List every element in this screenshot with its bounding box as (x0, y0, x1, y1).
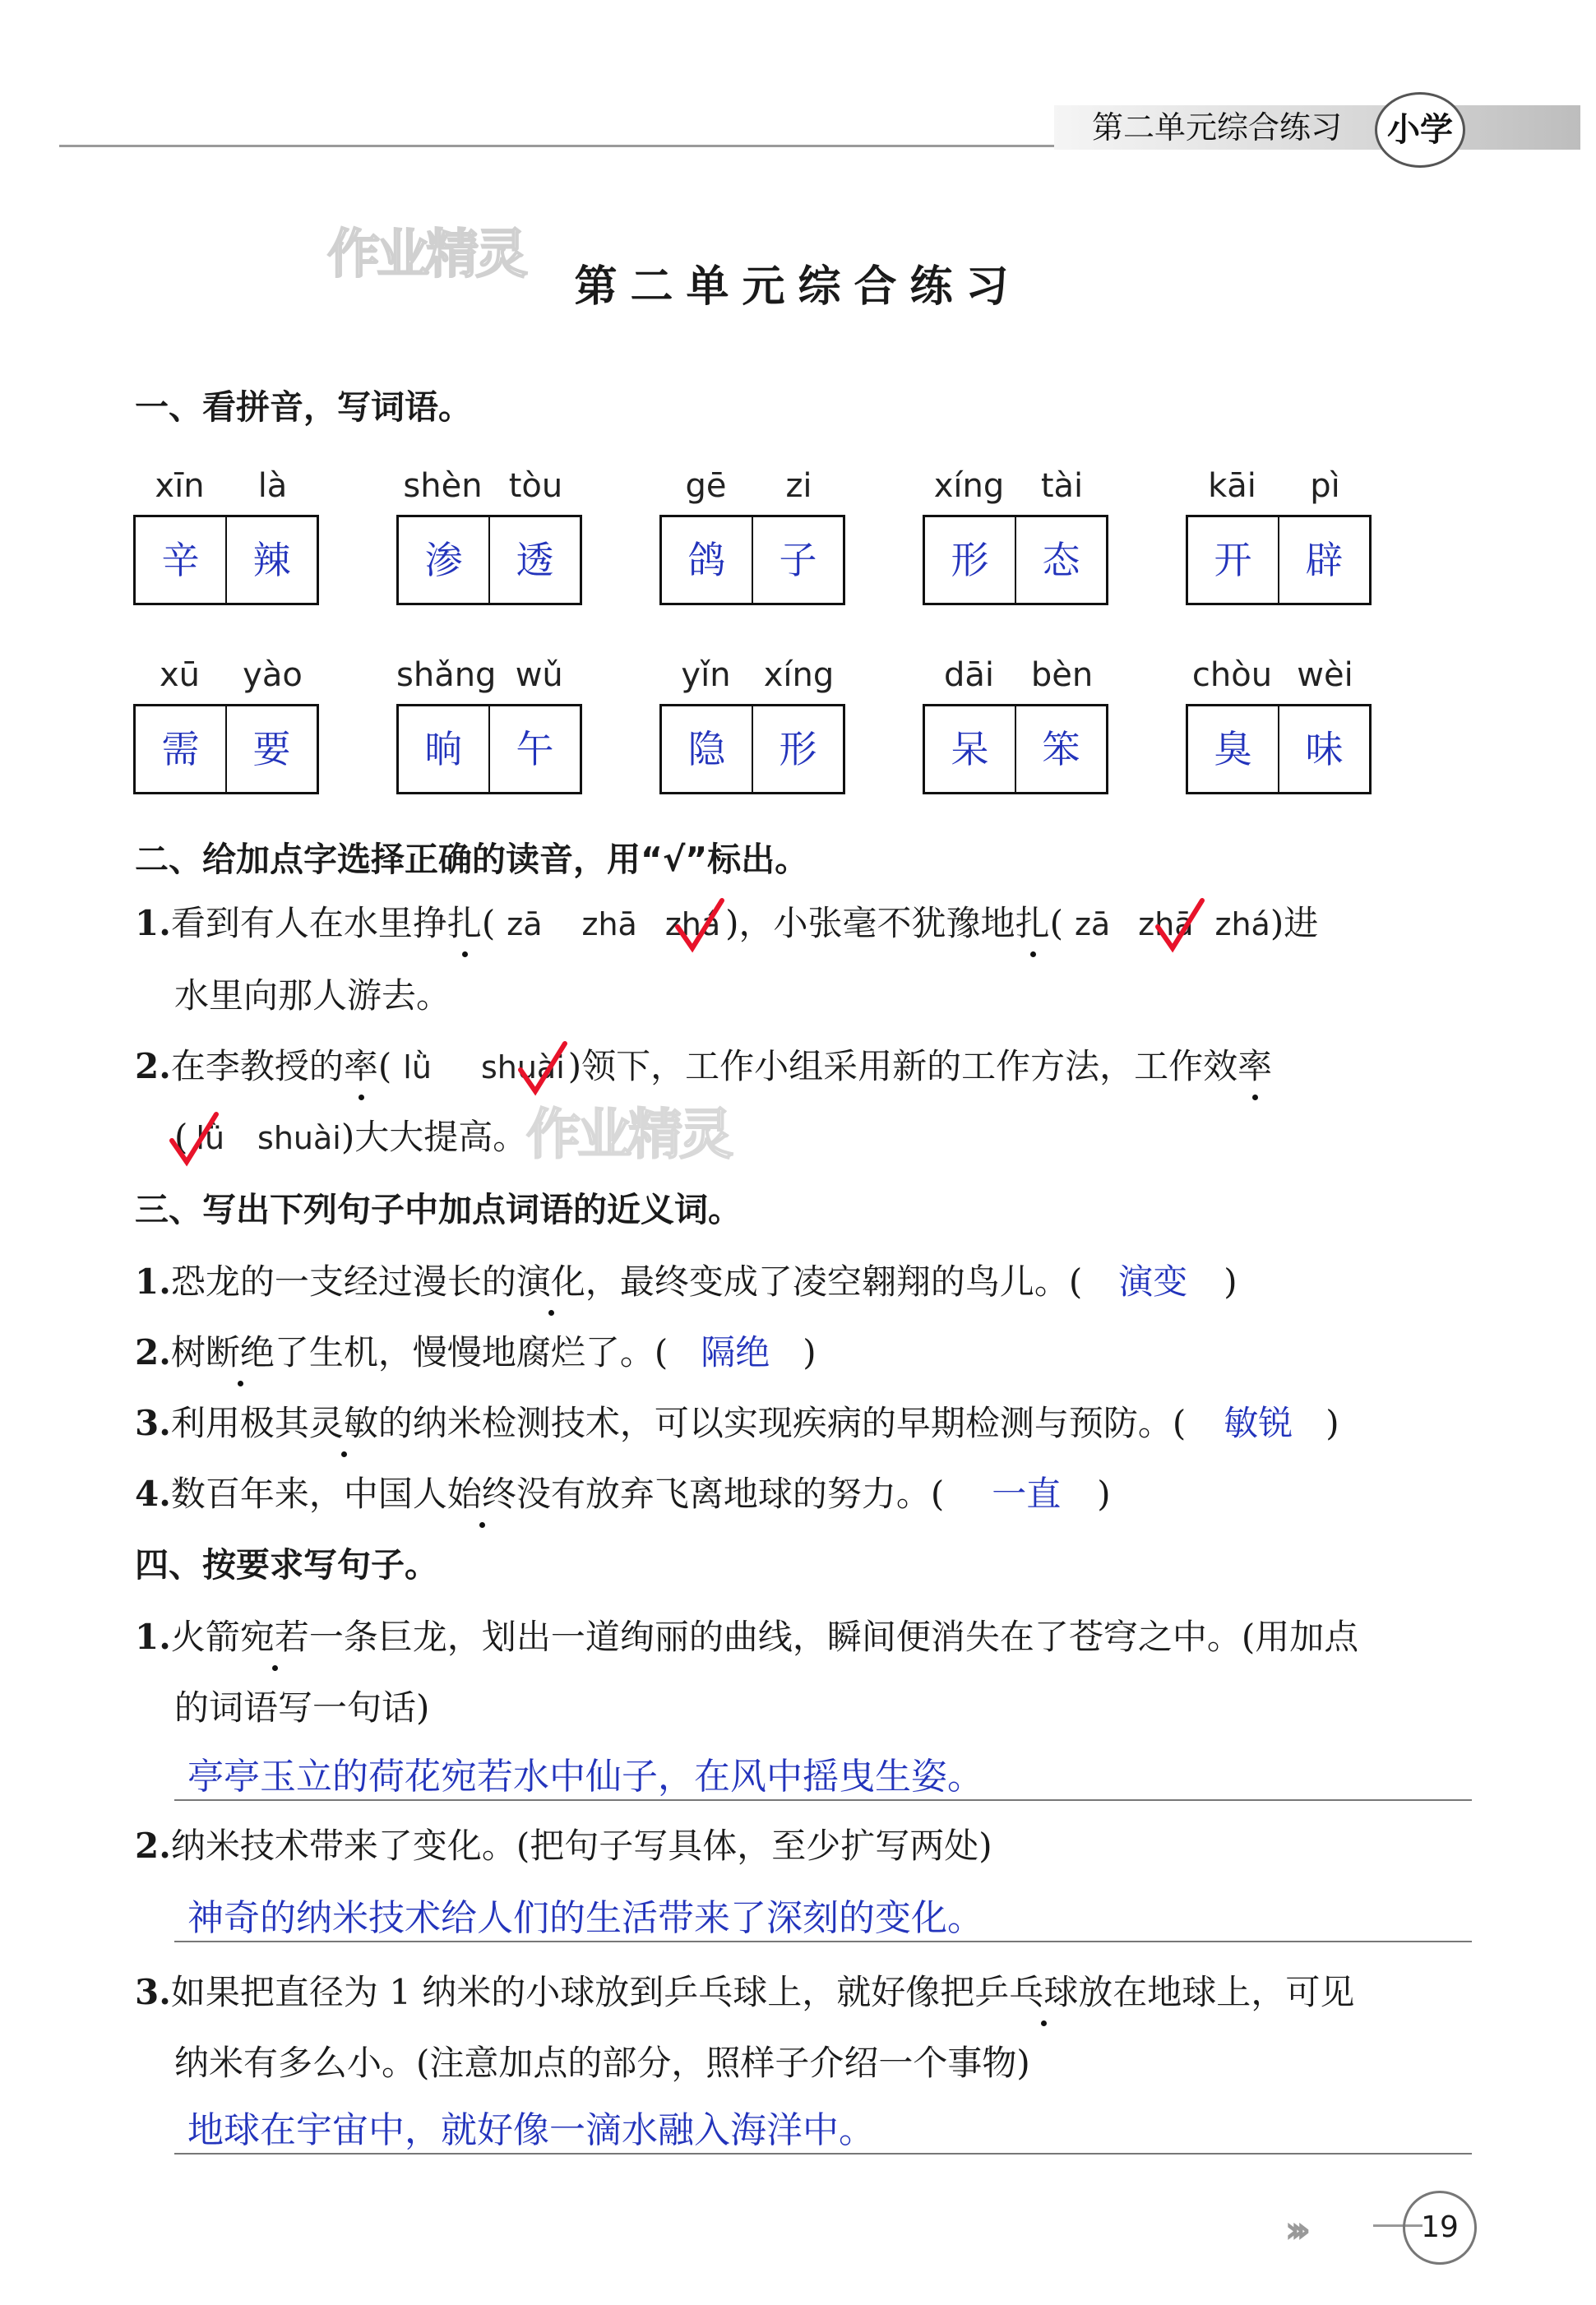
check-mark-icon (167, 1111, 220, 1169)
word-char: 形 (925, 517, 1016, 603)
pinyin-syllable: là (257, 467, 288, 505)
pinyin-syllable: wǔ (515, 656, 563, 694)
pinyin-syllable: zi (785, 467, 812, 505)
pinyin-syllable: gē (685, 467, 727, 505)
section2-heading: 二、给加点字选择正确的读音，用“√”标出。 (135, 840, 809, 879)
word-char: 子 (779, 538, 817, 582)
pinyin-word (133, 656, 319, 794)
pinyin-word (659, 656, 845, 794)
word-char: 午 (516, 727, 554, 771)
pinyin-syllable: tòu (508, 467, 563, 505)
section3-item-3: 3.利用极其灵敏的纳米检测技术，可以实现疾病的早期检测与预防。( 敏锐 ) (135, 1396, 1339, 1446)
check-mark-icon (1153, 897, 1205, 955)
pinyin-syllable: tài (1040, 467, 1084, 505)
word-char: 鸽 (662, 517, 753, 603)
word-char: 渗 (399, 517, 490, 603)
pinyin-syllable: shǎng (396, 656, 497, 694)
section4-q2-answer: 神奇的纳米技术给人们的生活带来了深刻的变化。 (187, 1897, 983, 1939)
header-badge: 小学 (1375, 92, 1465, 168)
answer-line (174, 1799, 1472, 1801)
pinyin-syllable: xū (159, 656, 201, 694)
header-rule (59, 145, 1054, 147)
answer-line (174, 2153, 1472, 2155)
word-char: 透 (516, 538, 554, 582)
section4-q3-cont: 纳米有多么小。(注意加点的部分，照样子介绍一个事物) (174, 2043, 1030, 2083)
pinyin-syllable: pì (1310, 467, 1340, 505)
section4-heading: 四、按要求写句子。 (135, 1545, 438, 1585)
word-char: 味 (1305, 727, 1344, 771)
pinyin-word (659, 467, 845, 605)
section3-heading: 三、写出下列句子中加点词语的近义词。 (135, 1190, 742, 1229)
word-char: 态 (1042, 538, 1080, 582)
section2-q1: 1.看到有人在水里挣扎( zā zhā zhá )，小张毫不犹豫地扎( zā zhā zhá)进 (135, 896, 1318, 955)
check-mark-icon (673, 897, 725, 955)
pinyin-word (396, 467, 582, 605)
header-title: 第二单元综合练习 (1092, 109, 1343, 146)
section3-item-2: 2.树断绝了生机，慢慢地腐烂了。( 隔绝 ) (135, 1326, 817, 1375)
word-char: 开 (1188, 517, 1279, 603)
word-char: 辛 (136, 517, 227, 603)
section4-q3: 3.如果把直径为 1 纳米的小球放到乒乓球上，就好像把乒乓球放在地球上，可见 (135, 1965, 1354, 2015)
page-number: 19 (1403, 2191, 1477, 2265)
pinyin-syllable: shèn (403, 467, 483, 505)
check-mark-icon (516, 1040, 568, 1098)
section2-q2: 2.在李教授的率( lǜ shuài)领下，工作小组采用新的工作方法，工作效率 (135, 1039, 1272, 1098)
word-char: 呆 (925, 706, 1016, 792)
word-char: 辣 (252, 538, 291, 582)
pinyin-word (1186, 656, 1372, 794)
section4-q3-answer: 地球在宇宙中，就好像一滴水融入海洋中。 (187, 2109, 875, 2151)
pinyin-syllable: bèn (1030, 656, 1094, 694)
word-char: 辟 (1305, 538, 1344, 582)
pinyin-syllable: kāi (1208, 467, 1256, 505)
pinyin-word (396, 656, 582, 794)
section3-item-4: 4.数百年来，中国人始终没有放弃飞离地球的努力。( 一直 ) (135, 1467, 1111, 1516)
pinyin-word (923, 656, 1108, 794)
section2-q2-cont: ( lǜ shuài)大大提高。 (174, 1110, 527, 1169)
watermark: 作业精灵 (327, 224, 525, 285)
section1-heading: 一、看拼音，写词语。 (135, 387, 472, 427)
pinyin-syllable: yǐn (681, 656, 731, 694)
pinyin-word (133, 467, 319, 605)
pinyin-syllable: yào (243, 656, 303, 694)
pinyin-word (1186, 467, 1372, 605)
pinyin-syllable: xīn (155, 467, 205, 505)
pinyin-syllable: dāi (943, 656, 994, 694)
footer-arrows-icon: ››› (1284, 2207, 1302, 2252)
section4-q2: 2.纳米技术带来了变化。(把句子写具体，至少扩写两处) (135, 1826, 992, 1866)
section2-q1-cont: 水里向那人游去。 (174, 975, 451, 1016)
word-char: 臭 (1188, 706, 1279, 792)
page-title: 第二单元综合练习 (574, 262, 1022, 312)
section4-q1-cont: 的词语写一句话) (174, 1687, 430, 1728)
pinyin-syllable: wèi (1297, 656, 1353, 694)
answer-line (174, 1941, 1472, 1942)
watermark-2: 作业精灵 (526, 1103, 730, 1166)
word-char: 形 (779, 727, 817, 771)
word-char: 要 (252, 727, 291, 771)
pinyin-word (923, 467, 1108, 605)
word-char: 需 (136, 706, 227, 792)
section4-q1: 1.火箭宛若一条巨龙，划出一道绚丽的曲线，瞬间便消失在了苍穹之中。(用加点 (135, 1610, 1358, 1659)
section3-item-1: 1.恐龙的一支经过漫长的演化，最终变成了凌空翱翔的鸟儿。( 演变 ) (135, 1255, 1237, 1304)
section4-q1-answer: 亭亭玉立的荷花宛若水中仙子，在风中摇曳生姿。 (187, 1756, 983, 1798)
pinyin-syllable: xíng (763, 656, 835, 694)
pinyin-syllable: xíng (933, 467, 1005, 505)
word-char: 晌 (399, 706, 490, 792)
word-char: 笨 (1042, 727, 1080, 771)
pinyin-syllable: chòu (1191, 656, 1273, 694)
word-char: 隐 (662, 706, 753, 792)
